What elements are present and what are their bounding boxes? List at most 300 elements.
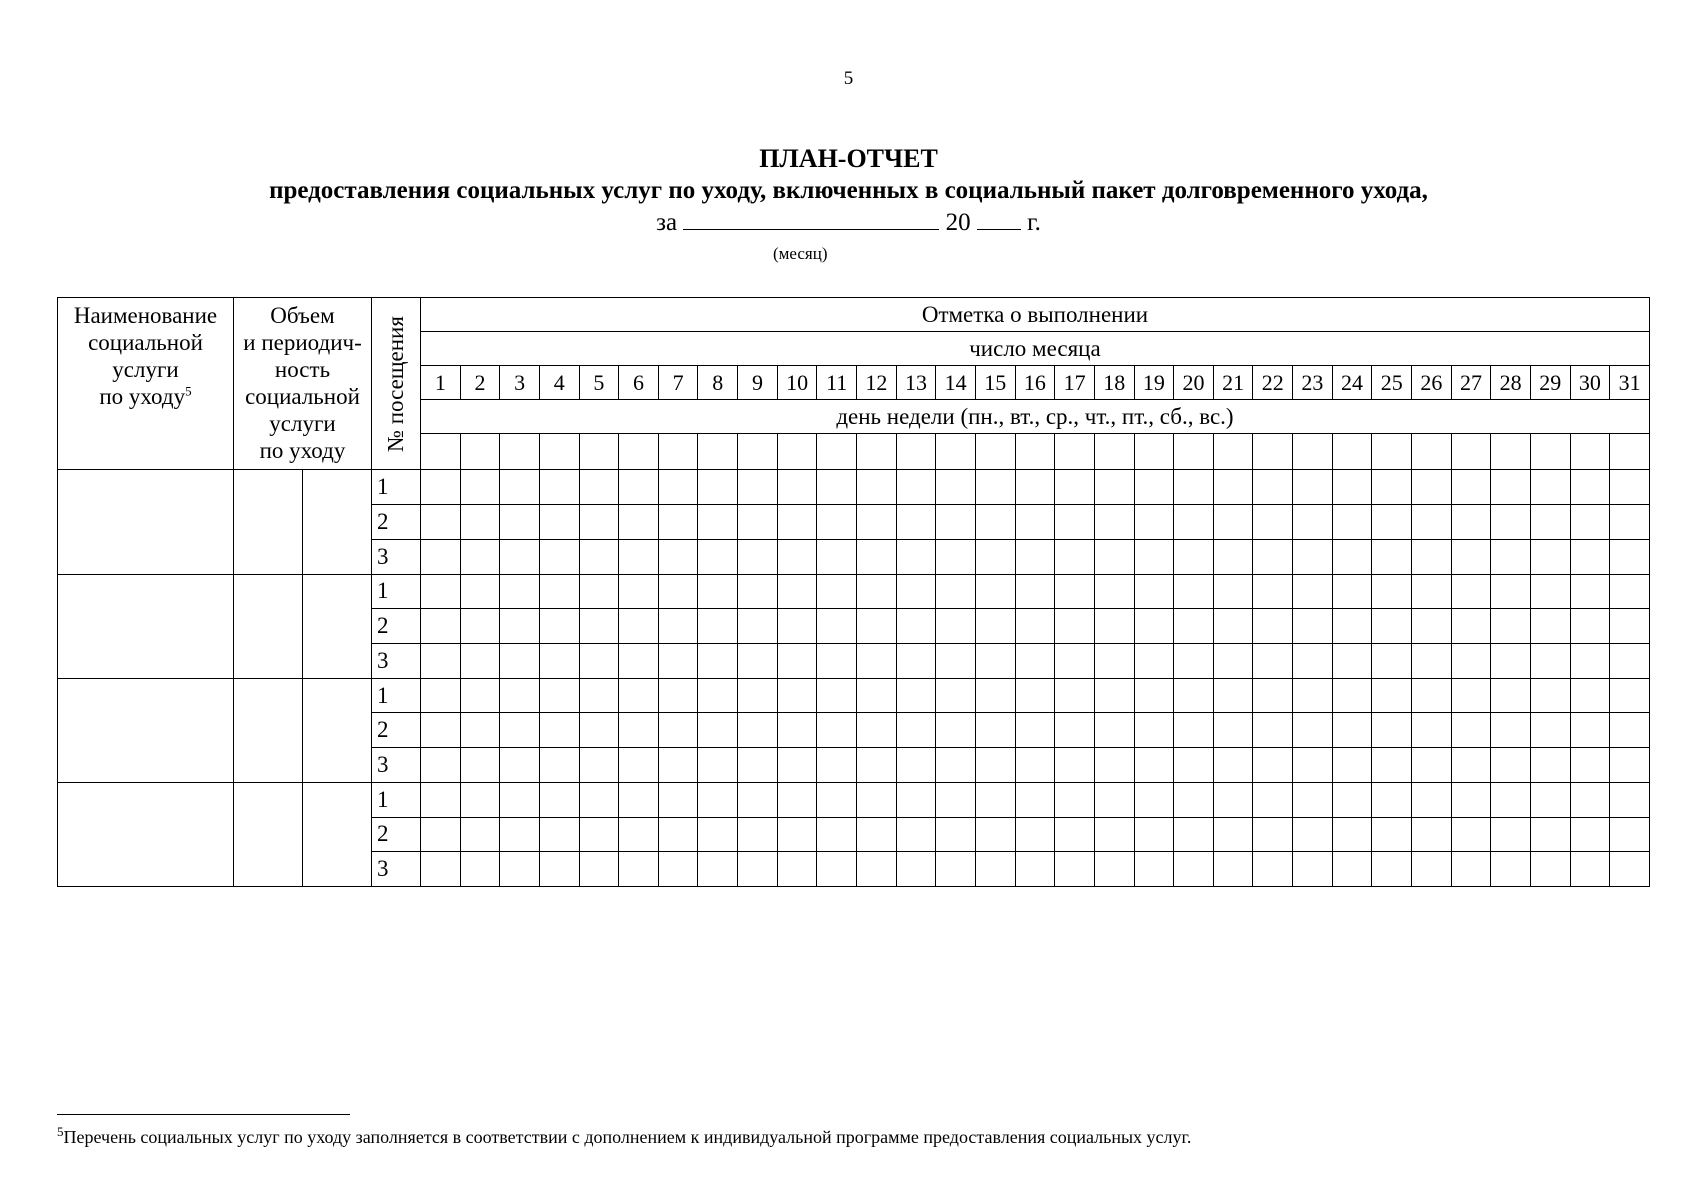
- completion-mark-cell[interactable]: [698, 644, 738, 679]
- completion-mark-cell[interactable]: [1293, 678, 1333, 713]
- completion-mark-cell[interactable]: [777, 748, 817, 783]
- completion-mark-cell[interactable]: [896, 539, 936, 574]
- completion-mark-cell[interactable]: [539, 748, 579, 783]
- completion-mark-cell[interactable]: [1372, 678, 1412, 713]
- completion-mark-cell[interactable]: [817, 539, 857, 574]
- completion-mark-cell[interactable]: [619, 574, 659, 609]
- completion-mark-cell[interactable]: [539, 505, 579, 540]
- completion-mark-cell[interactable]: [539, 852, 579, 887]
- completion-mark-cell[interactable]: [1530, 539, 1570, 574]
- completion-mark-cell[interactable]: [1412, 609, 1452, 644]
- completion-mark-cell[interactable]: [1293, 505, 1333, 540]
- completion-mark-cell[interactable]: [421, 609, 461, 644]
- completion-mark-cell[interactable]: [1094, 609, 1134, 644]
- completion-mark-cell[interactable]: [777, 505, 817, 540]
- completion-mark-cell[interactable]: [896, 644, 936, 679]
- completion-mark-cell[interactable]: [896, 505, 936, 540]
- completion-mark-cell[interactable]: [1293, 852, 1333, 887]
- completion-mark-cell[interactable]: [1134, 470, 1174, 505]
- completion-mark-cell[interactable]: [1491, 644, 1531, 679]
- completion-mark-cell[interactable]: [500, 782, 540, 817]
- completion-mark-cell[interactable]: [1094, 782, 1134, 817]
- completion-mark-cell[interactable]: [500, 470, 540, 505]
- completion-mark-cell[interactable]: [896, 713, 936, 748]
- completion-mark-cell[interactable]: [1451, 574, 1491, 609]
- completion-mark-cell[interactable]: [1094, 817, 1134, 852]
- completion-mark-cell[interactable]: [857, 470, 897, 505]
- completion-mark-cell[interactable]: [1015, 644, 1055, 679]
- completion-mark-cell[interactable]: [857, 574, 897, 609]
- completion-mark-cell[interactable]: [777, 782, 817, 817]
- completion-mark-cell[interactable]: [1491, 782, 1531, 817]
- completion-mark-cell[interactable]: [857, 539, 897, 574]
- completion-mark-cell[interactable]: [1372, 852, 1412, 887]
- completion-mark-cell[interactable]: [1213, 505, 1253, 540]
- completion-mark-cell[interactable]: [1134, 505, 1174, 540]
- completion-mark-cell[interactable]: [658, 470, 698, 505]
- completion-mark-cell[interactable]: [896, 470, 936, 505]
- completion-mark-cell[interactable]: [1332, 678, 1372, 713]
- service-name-cell[interactable]: [58, 782, 234, 886]
- completion-mark-cell[interactable]: [421, 782, 461, 817]
- completion-mark-cell[interactable]: [1055, 852, 1095, 887]
- completion-mark-cell[interactable]: [1055, 782, 1095, 817]
- volume-cell[interactable]: [234, 678, 303, 782]
- completion-mark-cell[interactable]: [1094, 539, 1134, 574]
- completion-mark-cell[interactable]: [1570, 470, 1610, 505]
- completion-mark-cell[interactable]: [975, 782, 1015, 817]
- weekday-input-cell[interactable]: [698, 434, 738, 470]
- completion-mark-cell[interactable]: [1570, 644, 1610, 679]
- completion-mark-cell[interactable]: [1570, 748, 1610, 783]
- completion-mark-cell[interactable]: [619, 713, 659, 748]
- completion-mark-cell[interactable]: [896, 817, 936, 852]
- completion-mark-cell[interactable]: [1253, 713, 1293, 748]
- completion-mark-cell[interactable]: [1134, 713, 1174, 748]
- weekday-input-cell[interactable]: [1213, 434, 1253, 470]
- completion-mark-cell[interactable]: [975, 678, 1015, 713]
- completion-mark-cell[interactable]: [1293, 470, 1333, 505]
- completion-mark-cell[interactable]: [1094, 713, 1134, 748]
- weekday-input-cell[interactable]: [1174, 434, 1214, 470]
- completion-mark-cell[interactable]: [1610, 470, 1650, 505]
- completion-mark-cell[interactable]: [1253, 609, 1293, 644]
- completion-mark-cell[interactable]: [1372, 817, 1412, 852]
- weekday-input-cell[interactable]: [777, 434, 817, 470]
- completion-mark-cell[interactable]: [857, 748, 897, 783]
- completion-mark-cell[interactable]: [896, 574, 936, 609]
- completion-mark-cell[interactable]: [460, 470, 500, 505]
- completion-mark-cell[interactable]: [1055, 505, 1095, 540]
- completion-mark-cell[interactable]: [738, 817, 778, 852]
- completion-mark-cell[interactable]: [936, 852, 976, 887]
- completion-mark-cell[interactable]: [1570, 713, 1610, 748]
- completion-mark-cell[interactable]: [421, 817, 461, 852]
- weekday-input-cell[interactable]: [1610, 434, 1650, 470]
- weekday-input-cell[interactable]: [1412, 434, 1452, 470]
- completion-mark-cell[interactable]: [698, 505, 738, 540]
- completion-mark-cell[interactable]: [421, 644, 461, 679]
- completion-mark-cell[interactable]: [1372, 609, 1412, 644]
- completion-mark-cell[interactable]: [1094, 644, 1134, 679]
- completion-mark-cell[interactable]: [1372, 644, 1412, 679]
- completion-mark-cell[interactable]: [1570, 609, 1610, 644]
- completion-mark-cell[interactable]: [658, 644, 698, 679]
- completion-mark-cell[interactable]: [698, 748, 738, 783]
- completion-mark-cell[interactable]: [896, 852, 936, 887]
- completion-mark-cell[interactable]: [1134, 748, 1174, 783]
- completion-mark-cell[interactable]: [1610, 539, 1650, 574]
- completion-mark-cell[interactable]: [975, 748, 1015, 783]
- completion-mark-cell[interactable]: [500, 574, 540, 609]
- completion-mark-cell[interactable]: [1213, 644, 1253, 679]
- completion-mark-cell[interactable]: [500, 817, 540, 852]
- completion-mark-cell[interactable]: [1412, 817, 1452, 852]
- completion-mark-cell[interactable]: [460, 505, 500, 540]
- completion-mark-cell[interactable]: [1332, 574, 1372, 609]
- completion-mark-cell[interactable]: [658, 748, 698, 783]
- completion-mark-cell[interactable]: [1293, 609, 1333, 644]
- completion-mark-cell[interactable]: [619, 539, 659, 574]
- completion-mark-cell[interactable]: [1491, 852, 1531, 887]
- completion-mark-cell[interactable]: [777, 852, 817, 887]
- completion-mark-cell[interactable]: [817, 470, 857, 505]
- completion-mark-cell[interactable]: [936, 713, 976, 748]
- completion-mark-cell[interactable]: [1332, 748, 1372, 783]
- completion-mark-cell[interactable]: [619, 852, 659, 887]
- completion-mark-cell[interactable]: [1174, 748, 1214, 783]
- completion-mark-cell[interactable]: [738, 852, 778, 887]
- completion-mark-cell[interactable]: [1372, 782, 1412, 817]
- weekday-input-cell[interactable]: [539, 434, 579, 470]
- completion-mark-cell[interactable]: [777, 644, 817, 679]
- completion-mark-cell[interactable]: [658, 852, 698, 887]
- completion-mark-cell[interactable]: [1451, 505, 1491, 540]
- completion-mark-cell[interactable]: [817, 713, 857, 748]
- completion-mark-cell[interactable]: [1332, 470, 1372, 505]
- completion-mark-cell[interactable]: [619, 782, 659, 817]
- completion-mark-cell[interactable]: [1174, 713, 1214, 748]
- completion-mark-cell[interactable]: [1094, 748, 1134, 783]
- completion-mark-cell[interactable]: [1293, 539, 1333, 574]
- completion-mark-cell[interactable]: [500, 852, 540, 887]
- weekday-input-cell[interactable]: [1491, 434, 1531, 470]
- completion-mark-cell[interactable]: [1451, 817, 1491, 852]
- weekday-input-cell[interactable]: [460, 434, 500, 470]
- completion-mark-cell[interactable]: [539, 713, 579, 748]
- completion-mark-cell[interactable]: [1610, 505, 1650, 540]
- completion-mark-cell[interactable]: [539, 609, 579, 644]
- completion-mark-cell[interactable]: [1293, 713, 1333, 748]
- completion-mark-cell[interactable]: [1134, 852, 1174, 887]
- completion-mark-cell[interactable]: [738, 609, 778, 644]
- weekday-input-cell[interactable]: [658, 434, 698, 470]
- completion-mark-cell[interactable]: [1134, 644, 1174, 679]
- completion-mark-cell[interactable]: [1213, 817, 1253, 852]
- completion-mark-cell[interactable]: [975, 470, 1015, 505]
- completion-mark-cell[interactable]: [1451, 713, 1491, 748]
- completion-mark-cell[interactable]: [857, 678, 897, 713]
- completion-mark-cell[interactable]: [579, 644, 619, 679]
- completion-mark-cell[interactable]: [460, 748, 500, 783]
- completion-mark-cell[interactable]: [1530, 713, 1570, 748]
- completion-mark-cell[interactable]: [1332, 505, 1372, 540]
- completion-mark-cell[interactable]: [1055, 574, 1095, 609]
- completion-mark-cell[interactable]: [658, 782, 698, 817]
- completion-mark-cell[interactable]: [738, 505, 778, 540]
- completion-mark-cell[interactable]: [500, 678, 540, 713]
- weekday-input-cell[interactable]: [1332, 434, 1372, 470]
- year-blank-field[interactable]: [977, 207, 1021, 230]
- weekday-input-cell[interactable]: [857, 434, 897, 470]
- completion-mark-cell[interactable]: [460, 817, 500, 852]
- completion-mark-cell[interactable]: [1451, 539, 1491, 574]
- completion-mark-cell[interactable]: [1332, 817, 1372, 852]
- completion-mark-cell[interactable]: [1530, 574, 1570, 609]
- completion-mark-cell[interactable]: [1530, 609, 1570, 644]
- completion-mark-cell[interactable]: [1372, 713, 1412, 748]
- weekday-input-cell[interactable]: [1570, 434, 1610, 470]
- completion-mark-cell[interactable]: [1570, 782, 1610, 817]
- completion-mark-cell[interactable]: [698, 539, 738, 574]
- completion-mark-cell[interactable]: [857, 852, 897, 887]
- completion-mark-cell[interactable]: [1174, 678, 1214, 713]
- completion-mark-cell[interactable]: [1332, 539, 1372, 574]
- completion-mark-cell[interactable]: [1530, 748, 1570, 783]
- completion-mark-cell[interactable]: [1015, 713, 1055, 748]
- completion-mark-cell[interactable]: [1253, 852, 1293, 887]
- completion-mark-cell[interactable]: [579, 470, 619, 505]
- completion-mark-cell[interactable]: [1491, 539, 1531, 574]
- completion-mark-cell[interactable]: [738, 748, 778, 783]
- completion-mark-cell[interactable]: [1015, 817, 1055, 852]
- completion-mark-cell[interactable]: [698, 852, 738, 887]
- completion-mark-cell[interactable]: [1134, 609, 1174, 644]
- completion-mark-cell[interactable]: [1412, 852, 1452, 887]
- completion-mark-cell[interactable]: [460, 609, 500, 644]
- completion-mark-cell[interactable]: [857, 817, 897, 852]
- completion-mark-cell[interactable]: [1015, 470, 1055, 505]
- completion-mark-cell[interactable]: [500, 609, 540, 644]
- completion-mark-cell[interactable]: [1530, 678, 1570, 713]
- completion-mark-cell[interactable]: [1570, 505, 1610, 540]
- completion-mark-cell[interactable]: [579, 852, 619, 887]
- completion-mark-cell[interactable]: [460, 539, 500, 574]
- completion-mark-cell[interactable]: [539, 470, 579, 505]
- completion-mark-cell[interactable]: [817, 574, 857, 609]
- completion-mark-cell[interactable]: [817, 678, 857, 713]
- weekday-input-cell[interactable]: [1055, 434, 1095, 470]
- weekday-input-cell[interactable]: [619, 434, 659, 470]
- weekday-input-cell[interactable]: [1015, 434, 1055, 470]
- completion-mark-cell[interactable]: [1253, 574, 1293, 609]
- completion-mark-cell[interactable]: [1530, 852, 1570, 887]
- completion-mark-cell[interactable]: [817, 748, 857, 783]
- weekday-input-cell[interactable]: [817, 434, 857, 470]
- periodicity-cell[interactable]: [303, 574, 372, 678]
- completion-mark-cell[interactable]: [896, 782, 936, 817]
- completion-mark-cell[interactable]: [857, 644, 897, 679]
- completion-mark-cell[interactable]: [1253, 644, 1293, 679]
- weekday-input-cell[interactable]: [579, 434, 619, 470]
- completion-mark-cell[interactable]: [1015, 852, 1055, 887]
- completion-mark-cell[interactable]: [421, 470, 461, 505]
- completion-mark-cell[interactable]: [1174, 782, 1214, 817]
- completion-mark-cell[interactable]: [1491, 574, 1531, 609]
- completion-mark-cell[interactable]: [1530, 505, 1570, 540]
- completion-mark-cell[interactable]: [817, 782, 857, 817]
- completion-mark-cell[interactable]: [460, 574, 500, 609]
- weekday-input-cell[interactable]: [1451, 434, 1491, 470]
- completion-mark-cell[interactable]: [1055, 713, 1095, 748]
- completion-mark-cell[interactable]: [1213, 470, 1253, 505]
- completion-mark-cell[interactable]: [698, 817, 738, 852]
- completion-mark-cell[interactable]: [1610, 609, 1650, 644]
- completion-mark-cell[interactable]: [936, 574, 976, 609]
- completion-mark-cell[interactable]: [500, 644, 540, 679]
- completion-mark-cell[interactable]: [579, 782, 619, 817]
- completion-mark-cell[interactable]: [579, 678, 619, 713]
- completion-mark-cell[interactable]: [975, 852, 1015, 887]
- completion-mark-cell[interactable]: [896, 609, 936, 644]
- completion-mark-cell[interactable]: [539, 644, 579, 679]
- completion-mark-cell[interactable]: [579, 505, 619, 540]
- weekday-input-cell[interactable]: [975, 434, 1015, 470]
- completion-mark-cell[interactable]: [1610, 644, 1650, 679]
- completion-mark-cell[interactable]: [1253, 505, 1293, 540]
- completion-mark-cell[interactable]: [857, 609, 897, 644]
- completion-mark-cell[interactable]: [1332, 782, 1372, 817]
- completion-mark-cell[interactable]: [698, 713, 738, 748]
- completion-mark-cell[interactable]: [1174, 852, 1214, 887]
- completion-mark-cell[interactable]: [579, 609, 619, 644]
- weekday-input-cell[interactable]: [1530, 434, 1570, 470]
- completion-mark-cell[interactable]: [817, 644, 857, 679]
- completion-mark-cell[interactable]: [936, 470, 976, 505]
- completion-mark-cell[interactable]: [1451, 470, 1491, 505]
- completion-mark-cell[interactable]: [698, 574, 738, 609]
- weekday-input-cell[interactable]: [1372, 434, 1412, 470]
- completion-mark-cell[interactable]: [1015, 748, 1055, 783]
- completion-mark-cell[interactable]: [460, 678, 500, 713]
- completion-mark-cell[interactable]: [1451, 644, 1491, 679]
- completion-mark-cell[interactable]: [1213, 852, 1253, 887]
- weekday-input-cell[interactable]: [1134, 434, 1174, 470]
- completion-mark-cell[interactable]: [975, 505, 1015, 540]
- completion-mark-cell[interactable]: [421, 748, 461, 783]
- completion-mark-cell[interactable]: [539, 574, 579, 609]
- completion-mark-cell[interactable]: [1412, 748, 1452, 783]
- completion-mark-cell[interactable]: [1055, 539, 1095, 574]
- completion-mark-cell[interactable]: [1412, 470, 1452, 505]
- completion-mark-cell[interactable]: [421, 539, 461, 574]
- completion-mark-cell[interactable]: [1610, 713, 1650, 748]
- completion-mark-cell[interactable]: [975, 574, 1015, 609]
- completion-mark-cell[interactable]: [1015, 574, 1055, 609]
- completion-mark-cell[interactable]: [1491, 817, 1531, 852]
- completion-mark-cell[interactable]: [1451, 852, 1491, 887]
- completion-mark-cell[interactable]: [539, 678, 579, 713]
- completion-mark-cell[interactable]: [1610, 782, 1650, 817]
- completion-mark-cell[interactable]: [619, 678, 659, 713]
- completion-mark-cell[interactable]: [421, 574, 461, 609]
- completion-mark-cell[interactable]: [857, 713, 897, 748]
- completion-mark-cell[interactable]: [1055, 470, 1095, 505]
- completion-mark-cell[interactable]: [460, 644, 500, 679]
- completion-mark-cell[interactable]: [1412, 574, 1452, 609]
- completion-mark-cell[interactable]: [1213, 782, 1253, 817]
- completion-mark-cell[interactable]: [1253, 782, 1293, 817]
- completion-mark-cell[interactable]: [1015, 678, 1055, 713]
- completion-mark-cell[interactable]: [1530, 644, 1570, 679]
- weekday-input-cell[interactable]: [1293, 434, 1333, 470]
- periodicity-cell[interactable]: [303, 678, 372, 782]
- completion-mark-cell[interactable]: [1332, 644, 1372, 679]
- completion-mark-cell[interactable]: [738, 782, 778, 817]
- completion-mark-cell[interactable]: [658, 609, 698, 644]
- weekday-input-cell[interactable]: [1253, 434, 1293, 470]
- service-name-cell[interactable]: [58, 574, 234, 678]
- completion-mark-cell[interactable]: [1530, 817, 1570, 852]
- completion-mark-cell[interactable]: [1213, 678, 1253, 713]
- completion-mark-cell[interactable]: [500, 539, 540, 574]
- completion-mark-cell[interactable]: [539, 539, 579, 574]
- completion-mark-cell[interactable]: [1055, 817, 1095, 852]
- completion-mark-cell[interactable]: [1253, 470, 1293, 505]
- completion-mark-cell[interactable]: [1293, 782, 1333, 817]
- completion-mark-cell[interactable]: [698, 678, 738, 713]
- completion-mark-cell[interactable]: [1610, 817, 1650, 852]
- completion-mark-cell[interactable]: [698, 782, 738, 817]
- completion-mark-cell[interactable]: [579, 574, 619, 609]
- completion-mark-cell[interactable]: [619, 470, 659, 505]
- completion-mark-cell[interactable]: [421, 852, 461, 887]
- periodicity-cell[interactable]: [303, 470, 372, 574]
- completion-mark-cell[interactable]: [857, 505, 897, 540]
- completion-mark-cell[interactable]: [698, 470, 738, 505]
- completion-mark-cell[interactable]: [658, 505, 698, 540]
- completion-mark-cell[interactable]: [817, 505, 857, 540]
- completion-mark-cell[interactable]: [619, 817, 659, 852]
- completion-mark-cell[interactable]: [975, 539, 1015, 574]
- completion-mark-cell[interactable]: [857, 782, 897, 817]
- completion-mark-cell[interactable]: [975, 817, 1015, 852]
- weekday-input-cell[interactable]: [896, 434, 936, 470]
- completion-mark-cell[interactable]: [1491, 609, 1531, 644]
- completion-mark-cell[interactable]: [1134, 574, 1174, 609]
- service-name-cell[interactable]: [58, 470, 234, 574]
- completion-mark-cell[interactable]: [1015, 539, 1055, 574]
- completion-mark-cell[interactable]: [777, 470, 817, 505]
- completion-mark-cell[interactable]: [500, 505, 540, 540]
- completion-mark-cell[interactable]: [1293, 748, 1333, 783]
- completion-mark-cell[interactable]: [936, 817, 976, 852]
- completion-mark-cell[interactable]: [1610, 574, 1650, 609]
- completion-mark-cell[interactable]: [1174, 539, 1214, 574]
- completion-mark-cell[interactable]: [619, 609, 659, 644]
- completion-mark-cell[interactable]: [817, 817, 857, 852]
- completion-mark-cell[interactable]: [1372, 539, 1412, 574]
- completion-mark-cell[interactable]: [1094, 574, 1134, 609]
- completion-mark-cell[interactable]: [619, 748, 659, 783]
- completion-mark-cell[interactable]: [1094, 470, 1134, 505]
- completion-mark-cell[interactable]: [1530, 470, 1570, 505]
- completion-mark-cell[interactable]: [579, 713, 619, 748]
- completion-mark-cell[interactable]: [1213, 609, 1253, 644]
- completion-mark-cell[interactable]: [1372, 748, 1412, 783]
- completion-mark-cell[interactable]: [1293, 644, 1333, 679]
- completion-mark-cell[interactable]: [1134, 817, 1174, 852]
